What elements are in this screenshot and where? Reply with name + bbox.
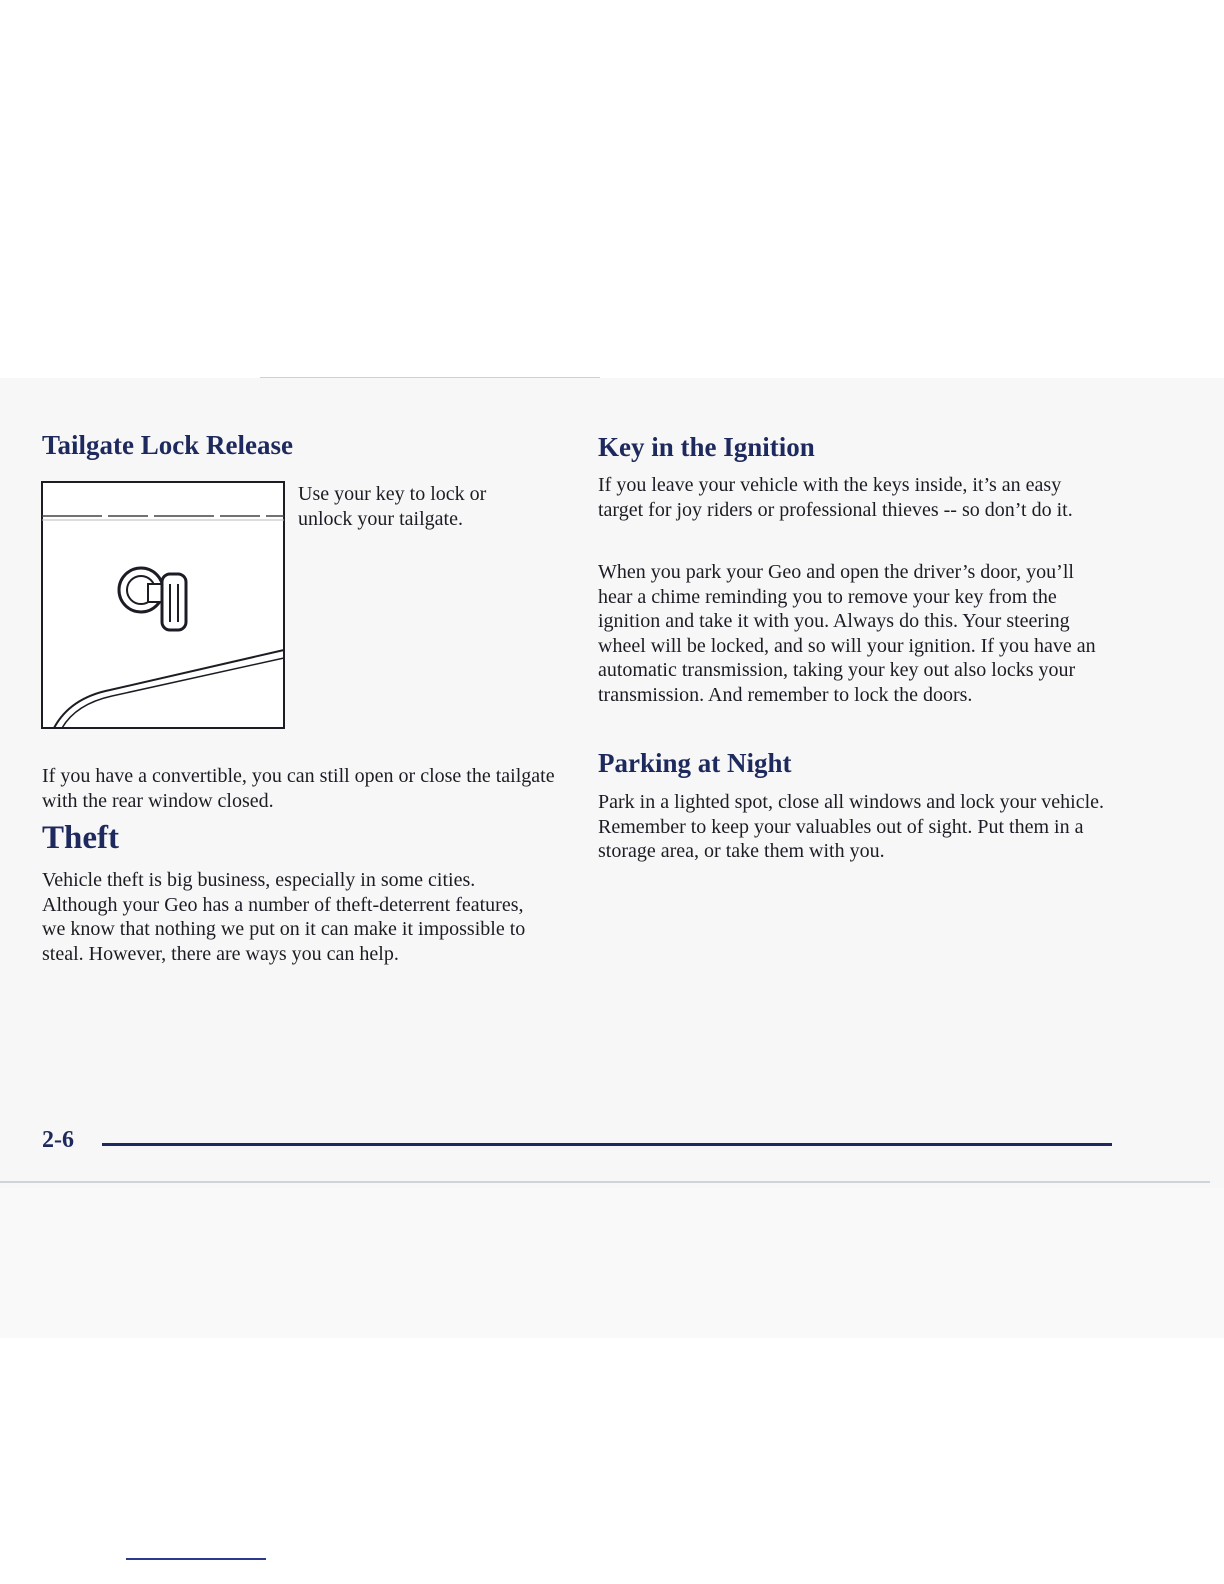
theft-heading: Theft bbox=[42, 820, 119, 856]
footer-rule bbox=[102, 1143, 1112, 1146]
theft-text: Vehicle theft is big business, especially in some cities. Although your Geo has a number of theft-deterrent features, we know that nothing we put on it can make it impossible to steal. However, there are ways you can help. bbox=[42, 869, 526, 965]
band-top-line bbox=[260, 377, 600, 378]
parking-text: Park in a lighted spot, close all windows and lock your vehicle. Remember to keep your valuables out of sight. Put them in a storage area, or take them with you. bbox=[598, 791, 1105, 862]
key-ignition-heading: Key in the Ignition bbox=[598, 432, 815, 462]
tailgate-side-text: Use your key to lock or unlock your tailgate. bbox=[298, 483, 487, 530]
key-ignition-text-2: When you park your Geo and open the driver’s door, you’ll hear a chime reminding you to remove your key from the ignition and take it with you. Always do this. Your steering wheel will be locked, and so will your ignition. If you have an automatic transmission, taking your key out also locks your transmission. And remember to lock the doors. bbox=[598, 561, 1096, 706]
bottom-stub-line bbox=[126, 1558, 266, 1560]
lower-gray-band bbox=[0, 1188, 1224, 1338]
tailgate-key-lock-icon bbox=[40, 480, 286, 730]
tailgate-heading: Tailgate Lock Release bbox=[42, 430, 293, 460]
band-bottom-line bbox=[0, 1181, 1210, 1183]
parking-heading: Parking at Night bbox=[598, 748, 792, 778]
page-number: 2-6 bbox=[42, 1127, 74, 1153]
convertible-text: If you have a convertible, you can still open or close the tailgate with the rear window closed. bbox=[42, 765, 555, 812]
key-ignition-text-1: If you leave your vehicle with the keys inside, it’s an easy target for joy riders or professional thieves -- so don’t do it. bbox=[598, 474, 1073, 521]
